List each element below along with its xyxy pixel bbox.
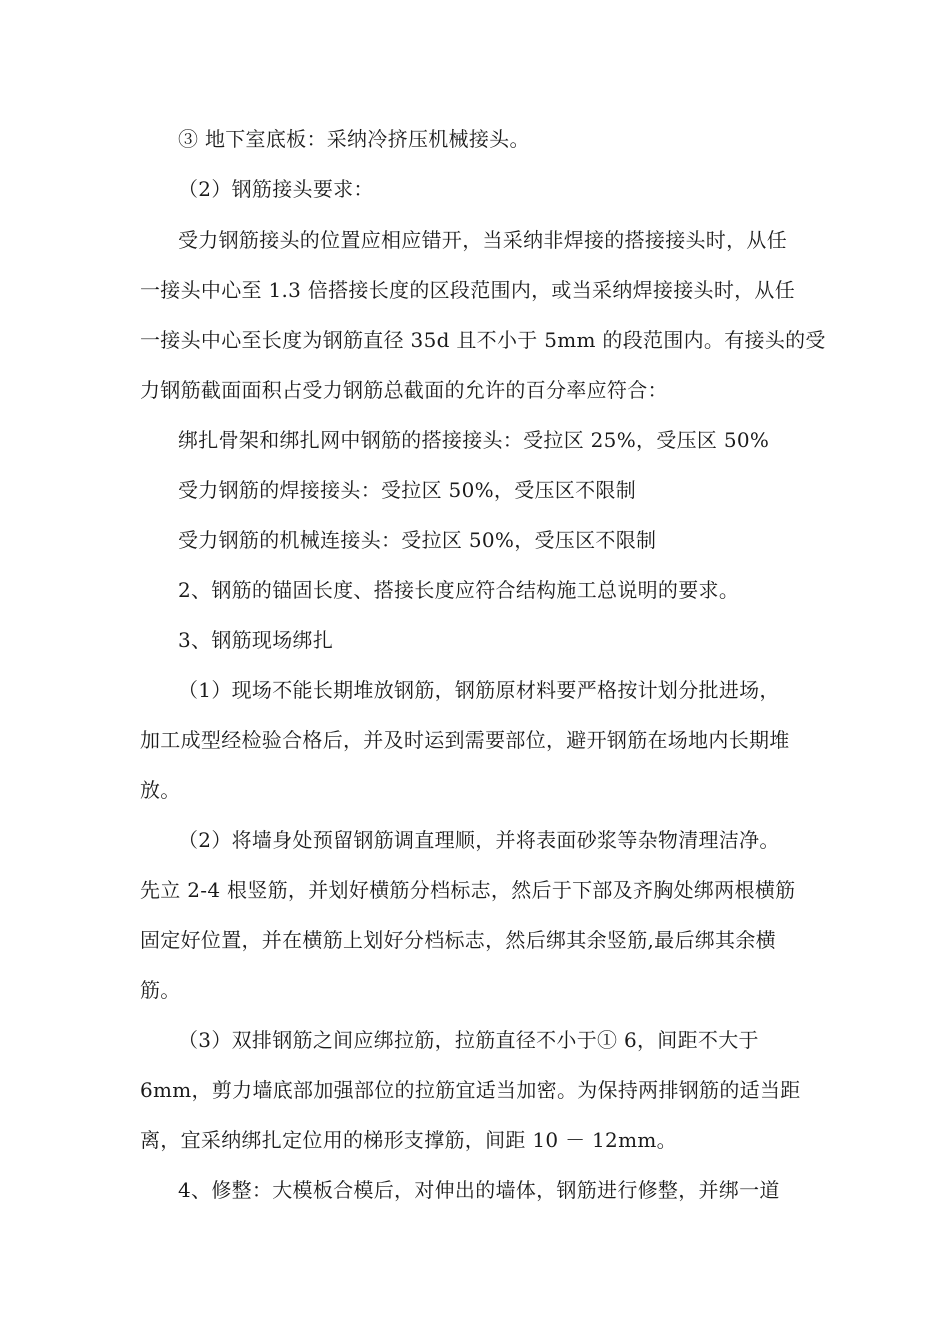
text-line-4: 一接头中心至 1.3 倍搭接长度的区段范围内，或当采纳焊接接头时，从任 (140, 278, 796, 302)
text-line-6: 力钢筋截面面积占受力钢筋总截面的允许的百分率应符合： (140, 378, 668, 402)
text-line-22: 4、修整：大模板合模后，对伸出的墙体，钢筋进行修整，并绑一道 (178, 1178, 780, 1202)
text-line-1: ③ 地下室底板：采纳冷挤压机械接头。 (178, 127, 530, 151)
text-line-16: 先立 2-4 根竖筋，并划好横筋分档标志，然后于下部及齐胸处绑两根横筋 (140, 878, 796, 902)
text-line-3: 受力钢筋接头的位置应相应错开，当采纳非焊接的搭接接头时，从任 (178, 228, 787, 252)
text-line-9: 受力钢筋的机械连接头：受拉区 50%，受压区不限制 (178, 528, 657, 552)
text-line-15: （2）将墙身处预留钢筋调直理顺，并将表面砂浆等杂物清理洁净。 (178, 828, 780, 852)
text-line-2: （2）钢筋接头要求： (178, 177, 374, 201)
text-line-20: 6mm，剪力墙底部加强部位的拉筋宜适当加密。为保持两排钢筋的适当距 (140, 1078, 801, 1102)
text-line-5: 一接头中心至长度为钢筋直径 35d 且不小于 5mm 的段范围内。有接头的受 (140, 328, 826, 352)
text-line-14: 放。 (140, 778, 181, 802)
text-line-18: 筋。 (140, 978, 181, 1002)
text-line-10: 2、钢筋的锚固长度、搭接长度应符合结构施工总说明的要求。 (178, 578, 740, 602)
text-line-13: 加工成型经检验合格后，并及时运到需要部位，避开钢筋在场地内长期堆 (140, 728, 790, 752)
text-line-19: （3）双排钢筋之间应绑拉筋，拉筋直径不小于① 6，间距不大于 (178, 1028, 759, 1052)
text-line-17: 固定好位置，并在横筋上划好分档标志，然后绑其余竖筋,最后绑其余横 (140, 928, 776, 952)
text-line-8: 受力钢筋的焊接接头：受拉区 50%，受压区不限制 (178, 478, 637, 502)
text-line-21: 离，宜采纳绑扎定位用的梯形支撑筋，间距 10 － 12mm。 (140, 1128, 677, 1152)
text-line-11: 3、钢筋现场绑扎 (178, 628, 334, 652)
text-line-12: （1）现场不能长期堆放钢筋，钢筋原材料要严格按计划分批进场， (178, 678, 780, 702)
text-line-7: 绑扎骨架和绑扎网中钢筋的搭接接头：受拉区 25%，受压区 50% (178, 428, 770, 452)
